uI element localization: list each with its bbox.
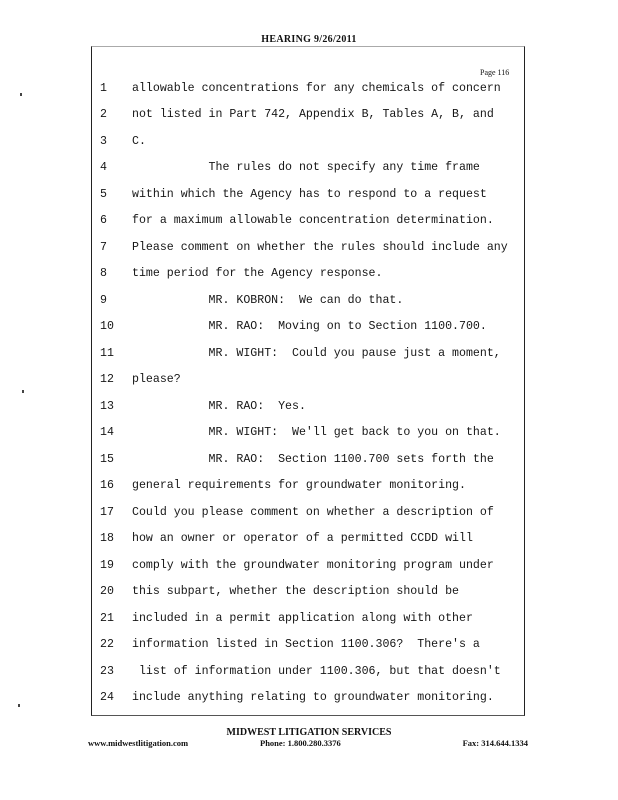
transcript-line (100, 105, 494, 125)
line-number: 23 (100, 664, 114, 678)
line-text: Please comment on whether the rules should include any (132, 240, 508, 254)
line-text: please? (132, 373, 181, 386)
line-text: included in a permit application along with other (132, 611, 473, 625)
line-text: MR. WIGHT: We'll get back to you on that. (132, 426, 501, 439)
transcript-line (100, 264, 383, 284)
line-number: 8 (100, 267, 107, 280)
transcript-line (100, 237, 508, 257)
footer-company: MIDWEST LITIGATION SERVICES (226, 727, 392, 738)
line-number: 22 (100, 638, 114, 651)
line-number: 2 (100, 108, 107, 121)
line-number: 10 (100, 320, 114, 333)
line-text: list of information under 1100.306, but that doesn't (132, 664, 501, 678)
line-text: time period for the Agency response. (132, 267, 383, 280)
page-header: HEARING 9/26/2011 (261, 34, 357, 45)
transcript-line (100, 555, 494, 575)
line-text: information listed in Section 1100.306? There's a (132, 638, 480, 651)
line-number: 15 (100, 452, 114, 466)
line-number: 17 (100, 505, 114, 519)
line-number: 9 (100, 293, 107, 307)
line-text: MR. KOBRON: We can do that. (132, 293, 404, 307)
line-number: 24 (100, 691, 114, 704)
line-number: 19 (100, 558, 114, 572)
line-text: allowable concentrations for any chemicals of concern (132, 81, 501, 95)
line-text: include anything relating to groundwater monitoring. (132, 691, 494, 704)
transcript-line (100, 502, 494, 522)
line-text: MR. RAO: Section 1100.700 sets forth the (132, 452, 494, 466)
transcript-line (100, 290, 404, 310)
line-text: how an owner or operator of a permitted CCDD will (132, 532, 473, 545)
scan-speck (22, 390, 24, 393)
line-number: 6 (100, 214, 107, 227)
transcript-line (100, 343, 501, 363)
page-number: Page 116 (480, 68, 510, 77)
line-number: 4 (100, 161, 107, 174)
line-number: 21 (100, 611, 114, 625)
scan-speck (20, 93, 22, 96)
line-text: not listed in Part 742, Appendix B, Tables A, B, and (132, 108, 494, 121)
line-number: 3 (100, 134, 107, 148)
transcript-line (100, 529, 473, 549)
transcript-line (100, 423, 501, 443)
line-text: Could you please comment on whether a description of (132, 505, 494, 519)
transcript-line (100, 131, 146, 151)
line-text: MR. RAO: Moving on to Section 1100.700. (132, 320, 487, 333)
transcript-line (100, 78, 501, 98)
transcript-line (100, 449, 494, 469)
line-text: MR. WIGHT: Could you pause just a moment, (132, 346, 501, 360)
transcript-line (100, 608, 473, 628)
transcript-line (100, 211, 494, 231)
transcript-line (100, 688, 494, 708)
line-number: 5 (100, 187, 107, 201)
line-text: for a maximum allowable concentration determination. (132, 214, 494, 227)
footer-fax: Fax: 314.644.1334 (462, 738, 528, 748)
transcript-line (100, 158, 480, 178)
transcript-line (100, 661, 501, 681)
footer-website[interactable]: www.midwestlitigation.com (88, 738, 189, 748)
line-number: 18 (100, 532, 114, 545)
transcript-line (100, 184, 487, 204)
transcript-line (100, 635, 480, 655)
footer-phone: Phone: 1.800.280.3376 (260, 738, 341, 748)
line-text: within which the Agency has to respond to a request (132, 187, 487, 201)
line-text: C. (132, 134, 146, 148)
line-number: 13 (100, 399, 114, 413)
line-text: The rules do not specify any time frame (132, 161, 480, 174)
transcript-line (100, 582, 459, 602)
transcript-line (100, 370, 181, 390)
line-number: 7 (100, 240, 107, 254)
line-number: 1 (100, 81, 107, 95)
scan-speck (18, 704, 20, 707)
line-text: general requirements for groundwater monitoring. (132, 479, 466, 492)
line-number: 11 (100, 346, 114, 360)
line-number: 12 (100, 373, 114, 386)
transcript-line (100, 317, 487, 337)
line-number: 14 (100, 426, 114, 439)
line-number: 20 (100, 585, 114, 598)
line-text: comply with the groundwater monitoring program under (132, 558, 494, 572)
line-text: this subpart, whether the description should be (132, 585, 459, 598)
transcript-line (100, 396, 306, 416)
line-number: 16 (100, 479, 114, 492)
transcript-line (100, 476, 466, 496)
line-text: MR. RAO: Yes. (132, 399, 306, 413)
